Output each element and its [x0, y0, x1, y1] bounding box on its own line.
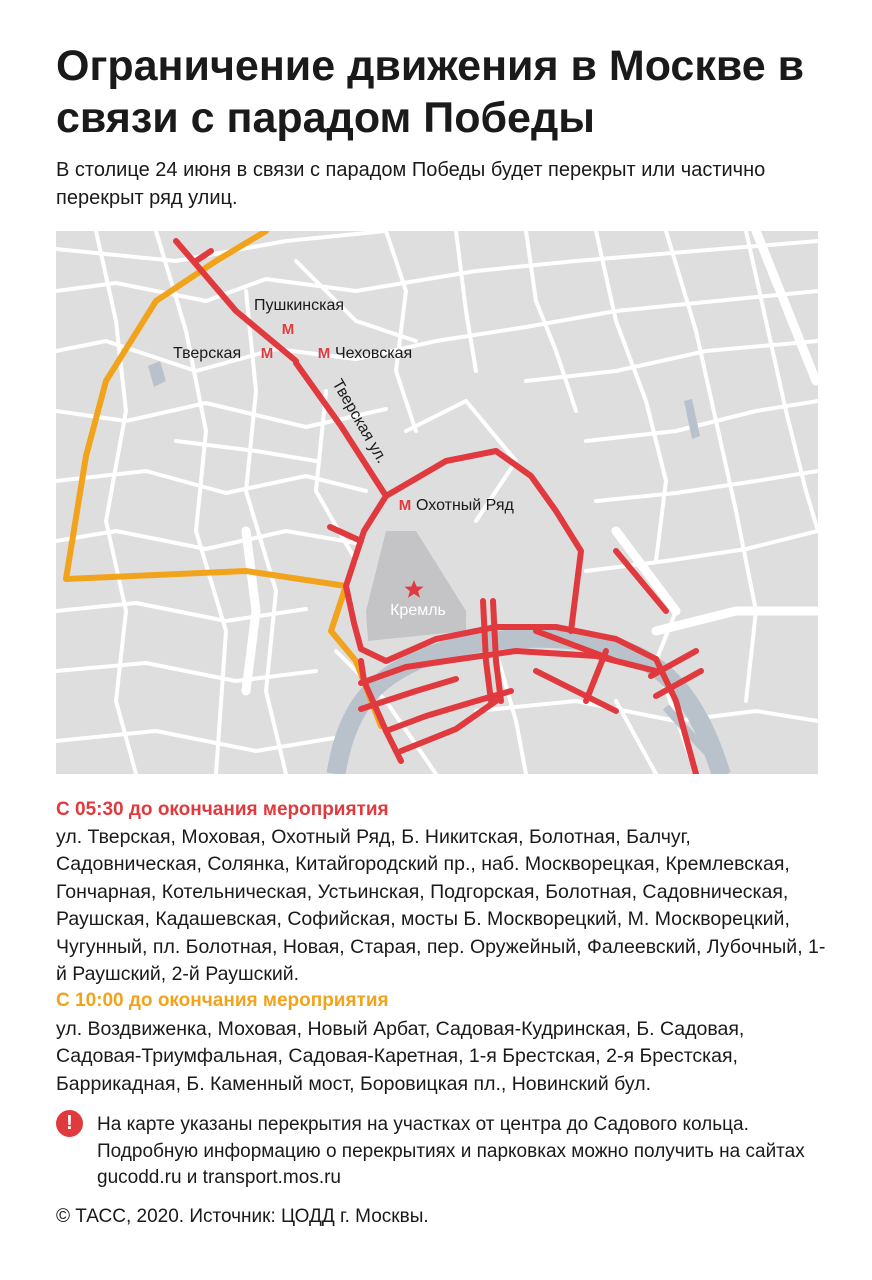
svg-text:М: М — [398, 497, 412, 514]
metro-tverskaya-icon — [261, 345, 274, 362]
red-closure-heading: С 05:30 до окончания мероприятия — [56, 799, 389, 820]
metro-okhotny-ryad-icon — [399, 497, 412, 514]
alert-icon: ! — [56, 1110, 83, 1137]
label-pushkinskaya: Пушкинская — [254, 297, 345, 314]
orange-closure-heading: С 10:00 до окончания мероприятия — [56, 990, 389, 1011]
metro-chekhovskaya-icon — [318, 345, 331, 362]
svg-text:М: М — [260, 345, 274, 362]
label-kremlin: Кремль — [390, 602, 446, 619]
label-tverskaya: Тверская — [173, 345, 242, 362]
label-okhotny-ryad: Охотный Ряд — [416, 497, 514, 514]
svg-text:М: М — [281, 321, 295, 338]
red-closure-streets: ул. Тверская, Моховая, Охотный Ряд, Б. Никитская, Болотная, Балчуг, Садовническая, Солянка, Китайгородский пр., наб. Москворецкая, Кремлевская, Гончарная, Котельническая, Устьинская, Подгорская, Болотная, Садовническая, Раушская, Кадашевская, Софийская, мосты Б. Москворецкий, М. Москворецкий, Чугунный, пл. Болотная, Новая, Старая, пер. Оружейный, Фалеевский, Лубочный, 1-й Раушский, 2-й Раушский. — [56, 826, 826, 986]
moscow-traffic-map — [56, 231, 818, 774]
info-note: На карте указаны перекрытия на участках от центра до Садового кольца. Подробную информацию о перекрытиях и парковках можно получить на сайтах gucodd.ru и transport.mos.ru — [97, 1114, 805, 1188]
label-tverskaya-street: Тверская ул. — [328, 376, 391, 467]
metro-pushkinskaya-icon — [282, 321, 295, 338]
page-title: Ограничение движения в Москве в связи с парадом Победы — [56, 42, 805, 142]
orange-closure-streets: ул. Воздвиженка, Моховая, Новый Арбат, Садовая-Кудринская, Б. Садовая, Садовая-Триумфальная, Садовая-Каретная, 1-я Брестская, 2-я Брестская, Баррикадная, Б. Каменный мост, Боровицкая пл., Новинский бул. — [56, 1018, 745, 1095]
page-subtitle: В столице 24 июня в связи с парадом Победы будет перекрыт или частично перекрыт ряд улиц. — [56, 159, 766, 209]
source-credit: © ТАСС, 2020. Источник: ЦОДД г. Москвы. — [56, 1206, 429, 1227]
label-chekhovskaya: Чеховская — [335, 345, 413, 362]
svg-text:М: М — [317, 345, 331, 362]
